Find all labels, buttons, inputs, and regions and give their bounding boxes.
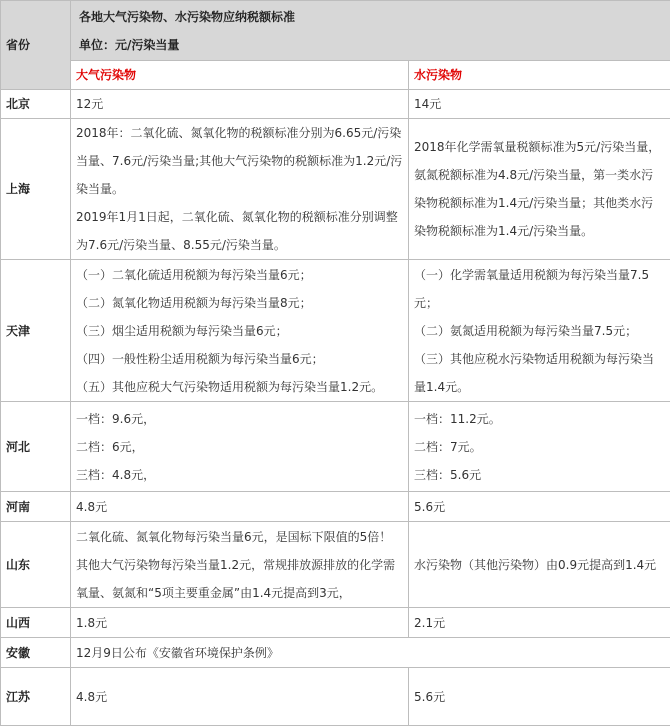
- province-name: 北京: [1, 90, 71, 119]
- rate-text: （三）其他应税水污染物适用税额为每污染当量1.4元。: [414, 345, 665, 401]
- table-row: [1, 90, 670, 119]
- rate-text: （一）二氧化硫适用税额为每污染当量6元；: [76, 261, 403, 289]
- province-name: 上海: [1, 119, 71, 260]
- province-name: 安徽: [1, 638, 71, 668]
- rate-text: 二档：6元，: [76, 433, 403, 461]
- rate-text: 2018年化学需氧量税额标准为5元/污染当量，氨氮税额标准为4.8元/污染当量，第一类水污染物税额标准为1.4元/污染当量；其他类水污染物税额标准为1.4元/污染当量。: [414, 133, 665, 245]
- rate-text: （二）氨氮适用税额为每污染当量7.5元；: [414, 317, 665, 345]
- rate-text: 三档：4.8元，: [76, 461, 403, 489]
- province-name: 河北: [1, 402, 71, 492]
- province-name: 江苏: [1, 668, 71, 726]
- rate-text: （四）一般性粉尘适用税额为每污染当量6元；: [76, 345, 403, 373]
- water-pollutant-header: 水污染物: [409, 61, 670, 90]
- water-rate-cell: 水污染物（其他污染物）由0.9元提高到1.4元: [409, 522, 670, 608]
- unit-label: 单位：元/污染当量: [79, 31, 665, 59]
- air-rate-cell: 4.8元: [71, 492, 409, 522]
- rate-text: 三档：5.6元: [414, 461, 665, 489]
- table-row: [1, 402, 670, 492]
- rate-text: （三）烟尘适用税额为每污染当量6元；: [76, 317, 403, 345]
- province-column-header: 省份: [1, 1, 71, 90]
- water-rate-cell: [409, 119, 670, 260]
- rate-text: （一）化学需氧量适用税额为每污染当量7.5元；: [414, 261, 665, 317]
- water-rate-cell: 5.6元: [409, 492, 670, 522]
- table-row: [1, 668, 670, 726]
- province-name: 河南: [1, 492, 71, 522]
- table-row: [1, 608, 670, 638]
- water-rate-cell: [409, 260, 670, 402]
- water-rate-cell: 2.1元: [409, 608, 670, 638]
- rate-text: 一档：11.2元。: [414, 405, 665, 433]
- air-rate-cell: 1.8元: [71, 608, 409, 638]
- subheader-row: [1, 61, 670, 90]
- province-name: 天津: [1, 260, 71, 402]
- air-rate-cell: [71, 260, 409, 402]
- air-rate-cell: [71, 402, 409, 492]
- rate-text: （五）其他应税大气污染物适用税额为每污染当量1.2元。: [76, 373, 403, 401]
- header-row: [1, 1, 670, 61]
- air-rate-cell: 12元: [71, 90, 409, 119]
- rate-text: 一档：9.6元，: [76, 405, 403, 433]
- air-rate-cell: 4.8元: [71, 668, 409, 726]
- rate-text: 二氧化硫、氮氧化物每污染当量6元，是国标下限值的5倍！其他大气污染物每污染当量1.2元，常规排放源排放的化学需氧量、氨氮和“5项主要重金属”由1.4元提高到3元，: [76, 523, 403, 607]
- water-rate-cell: 14元: [409, 90, 670, 119]
- air-rate-cell: [71, 522, 409, 608]
- rate-text: 2018年：二氧化硫、氮氧化物的税额标准分别为6.65元/污染当量、7.6元/污染当量;其他大气污染物的税额标准为1.2元/污染当量。: [76, 119, 403, 203]
- water-rate-cell: [409, 402, 670, 492]
- water-rate-cell: 5.6元: [409, 668, 670, 726]
- province-name: 山西: [1, 608, 71, 638]
- table-row: [1, 492, 670, 522]
- anhui-note-cell: 12月9日公布《安徽省环境保护条例》: [71, 638, 670, 668]
- air-rate-cell: [71, 119, 409, 260]
- table-row: [1, 260, 670, 402]
- rate-text: （二）氮氧化物适用税额为每污染当量8元；: [76, 289, 403, 317]
- rate-text: 二档：7元。: [414, 433, 665, 461]
- table-row: [1, 522, 670, 608]
- table-row: [1, 119, 670, 260]
- rate-text: 2019年1月1日起，二氧化硫、氮氧化物的税额标准分别调整为7.6元/污染当量、8.55元/污染当量。: [76, 203, 403, 259]
- province-name: 山东: [1, 522, 71, 608]
- table-row: [1, 638, 670, 668]
- air-pollutant-header: 大气污染物: [71, 61, 409, 90]
- table-title: 各地大气污染物、水污染物应纳税额标准: [79, 3, 665, 31]
- table-title-cell: [71, 1, 670, 61]
